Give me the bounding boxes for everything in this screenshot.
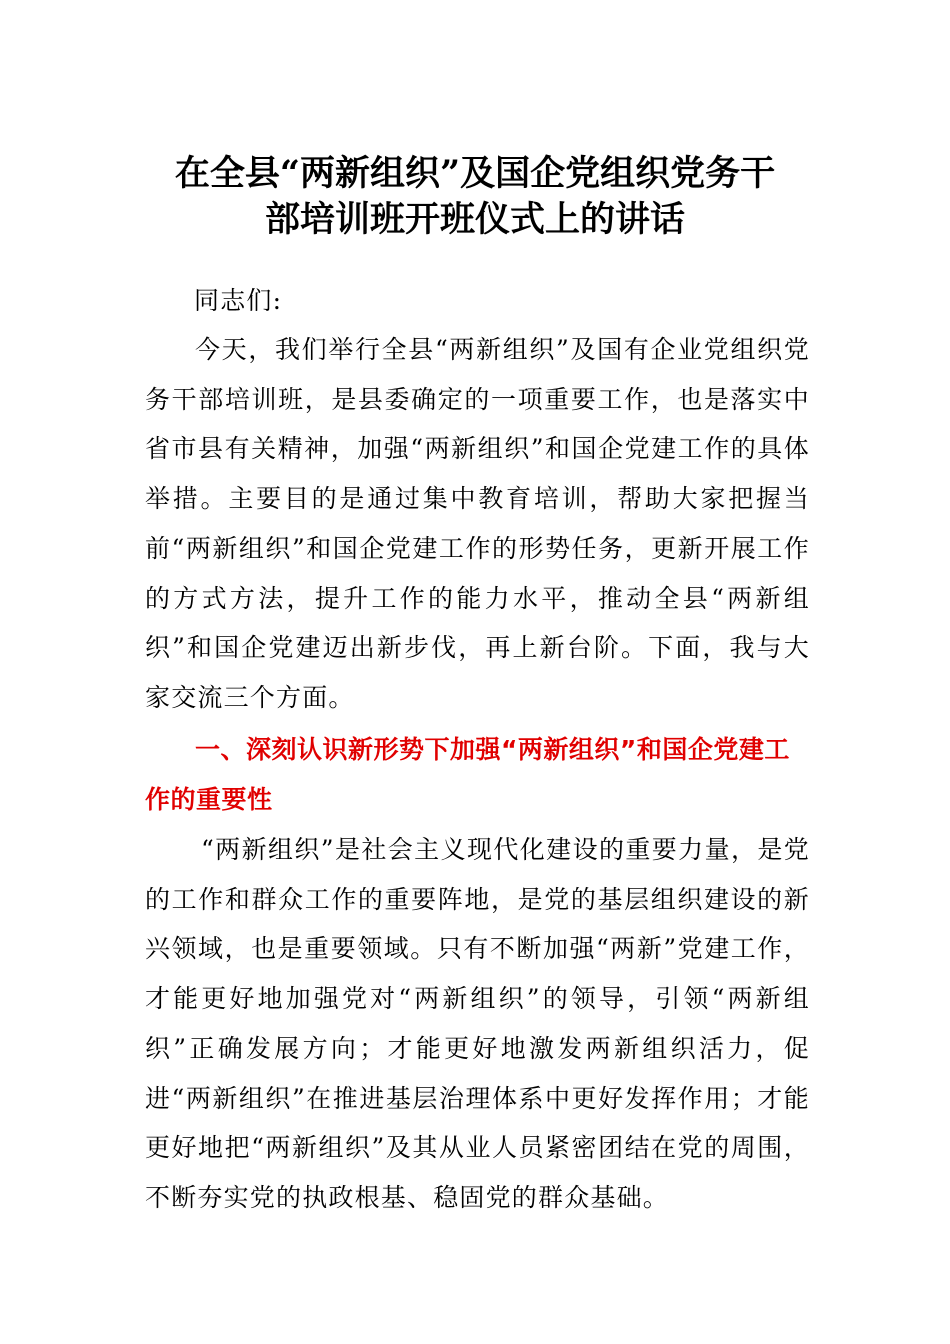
document-title-line-2: 部培训班开班仪式上的讲话 <box>264 199 685 240</box>
body-paragraph-1: 今天，我们举行全县“两新组织”及国有企业党组织党务干部培训班，是县委确定的一项重要工作，也是落实中省市县有关精神，加强“两新组织”和国企党建工作的具体举措。主要目的是通过集中教育培训，帮助大家把握当前“两新组织”和国企党建工作的形势任务，更新开展工作的方式方法，提升工作的能力水平，推动全县“两新组织”和国企党建迈出新步伐，再上新台阶。下面，我与大家交流三个方面。 <box>145 335 810 712</box>
body-paragraph-2: “两新组织”是社会主义现代化建设的重要力量，是党的工作和群众工作的重要阵地，是党的基层组织建设的新兴领域，也是重要领域。只有不断加强“两新”党建工作，才能更好地加强党对“两新组织”的领导，引领“两新组织”正确发展方向；才能更好地激发两新组织活力，促进“两新组织”在推进基层治理体系中更好发挥作用；才能更好地把“两新组织”及其从业人员紧密团结在党的周围，不断夯实党的执政根基、稳固党的群众基础。 <box>145 835 810 1212</box>
document-title-line-1: 在全县“两新组织”及国企党组织党务干 <box>174 153 776 194</box>
section-heading-1: 一、深刻认识新形势下加强“两新组织”和国企党建工作的重要性 <box>145 735 790 814</box>
greeting: 同志们: <box>194 286 283 315</box>
